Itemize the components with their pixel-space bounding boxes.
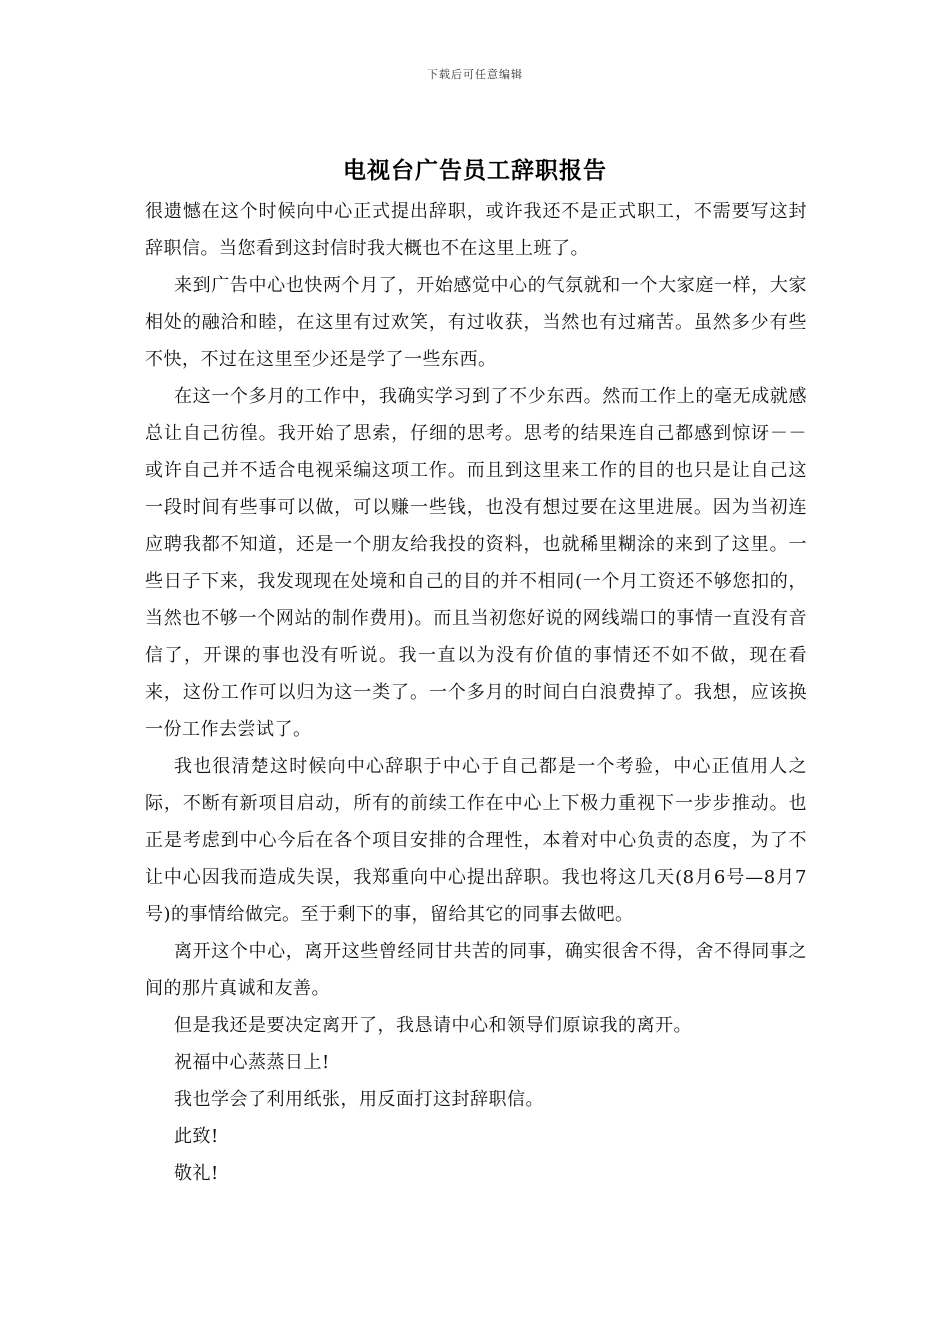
document-title: 电视台广告员工辞职报告: [343, 157, 607, 184]
paragraph-farewell: 离开这个中心，离开这些曾经同甘共苦的同事，确实很舍不得，舍不得同事之间的那片真诚和友善。: [145, 941, 807, 999]
closing-regards: 敬礼!: [174, 1163, 219, 1184]
header-note: 下载后可任意编辑: [427, 68, 523, 81]
paragraph-paper-note: 我也学会了利用纸张，用反面打这封辞职信。: [174, 1089, 544, 1110]
paragraph-reflection: 在这一个多月的工作中，我确实学习到了不少东西。然而工作上的毫无成就感总让自己彷徨。我开始了思索，仔细的思考。思考的结果连自己都感到惊讶－－或许自己并不适合电视采编这项工作。而且到这里来工作的目的也只是让自己这一段时间有些事可以做，可以赚一些钱，也没有想过要在这里进展。因为当初连应聘我都不知道，还是一个朋友给我投的资料，也就稀里糊涂的来到了这里。一些日子下来，我发现现在处境和自己的目的并不相同(一个月工资还不够您扣的，当然也不够一个网站的制作费用)。而且当初您好说的网线端口的事情一直没有音信了，开课的事也没有听说。我一直以为没有价值的事情还不如不做，现在看来，这份工作可以归为这一类了。一个多月的时间白白浪费掉了。我想，应该换一份工作去尝试了。: [145, 386, 807, 740]
document-body: [145, 193, 807, 1192]
closing-salutation: 此致!: [174, 1126, 219, 1147]
paragraph-opening: 很遗憾在这个时候向中心正式提出辞职，或许我还不是正式职工，不需要写这封辞职信。当您看到这封信时我大概也不在这里上班了。: [145, 201, 807, 259]
paragraph-blessing: 祝福中心蒸蒸日上!: [174, 1052, 330, 1073]
paragraph-resignation-reason: 我也很清楚这时候向中心辞职于中心于自己都是一个考验，中心正值用人之际，不断有新项目启动，所有的前续工作在中心上下极力重视下一步步推动。也正是考虑到中心今后在各个项目安排的合理性，本着对中心负责的态度，为了不让中心因我而造成失误，我郑重向中心提出辞职。我也将这几天(8月6号—8月7号)的事情给做完。至于剩下的事，留给其它的同事去做吧。: [145, 756, 807, 925]
paragraph-apology: 但是我还是要决定离开了，我恳请中心和领导们原谅我的离开。: [174, 1015, 692, 1036]
paragraph-arrival: 来到广告中心也快两个月了，开始感觉中心的气氛就和一个大家庭一样，大家相处的融洽和睦，在这里有过欢笑，有过收获，当然也有过痛苦。虽然多少有些不快，不过在这里至少还是学了一些东西。: [145, 275, 807, 370]
